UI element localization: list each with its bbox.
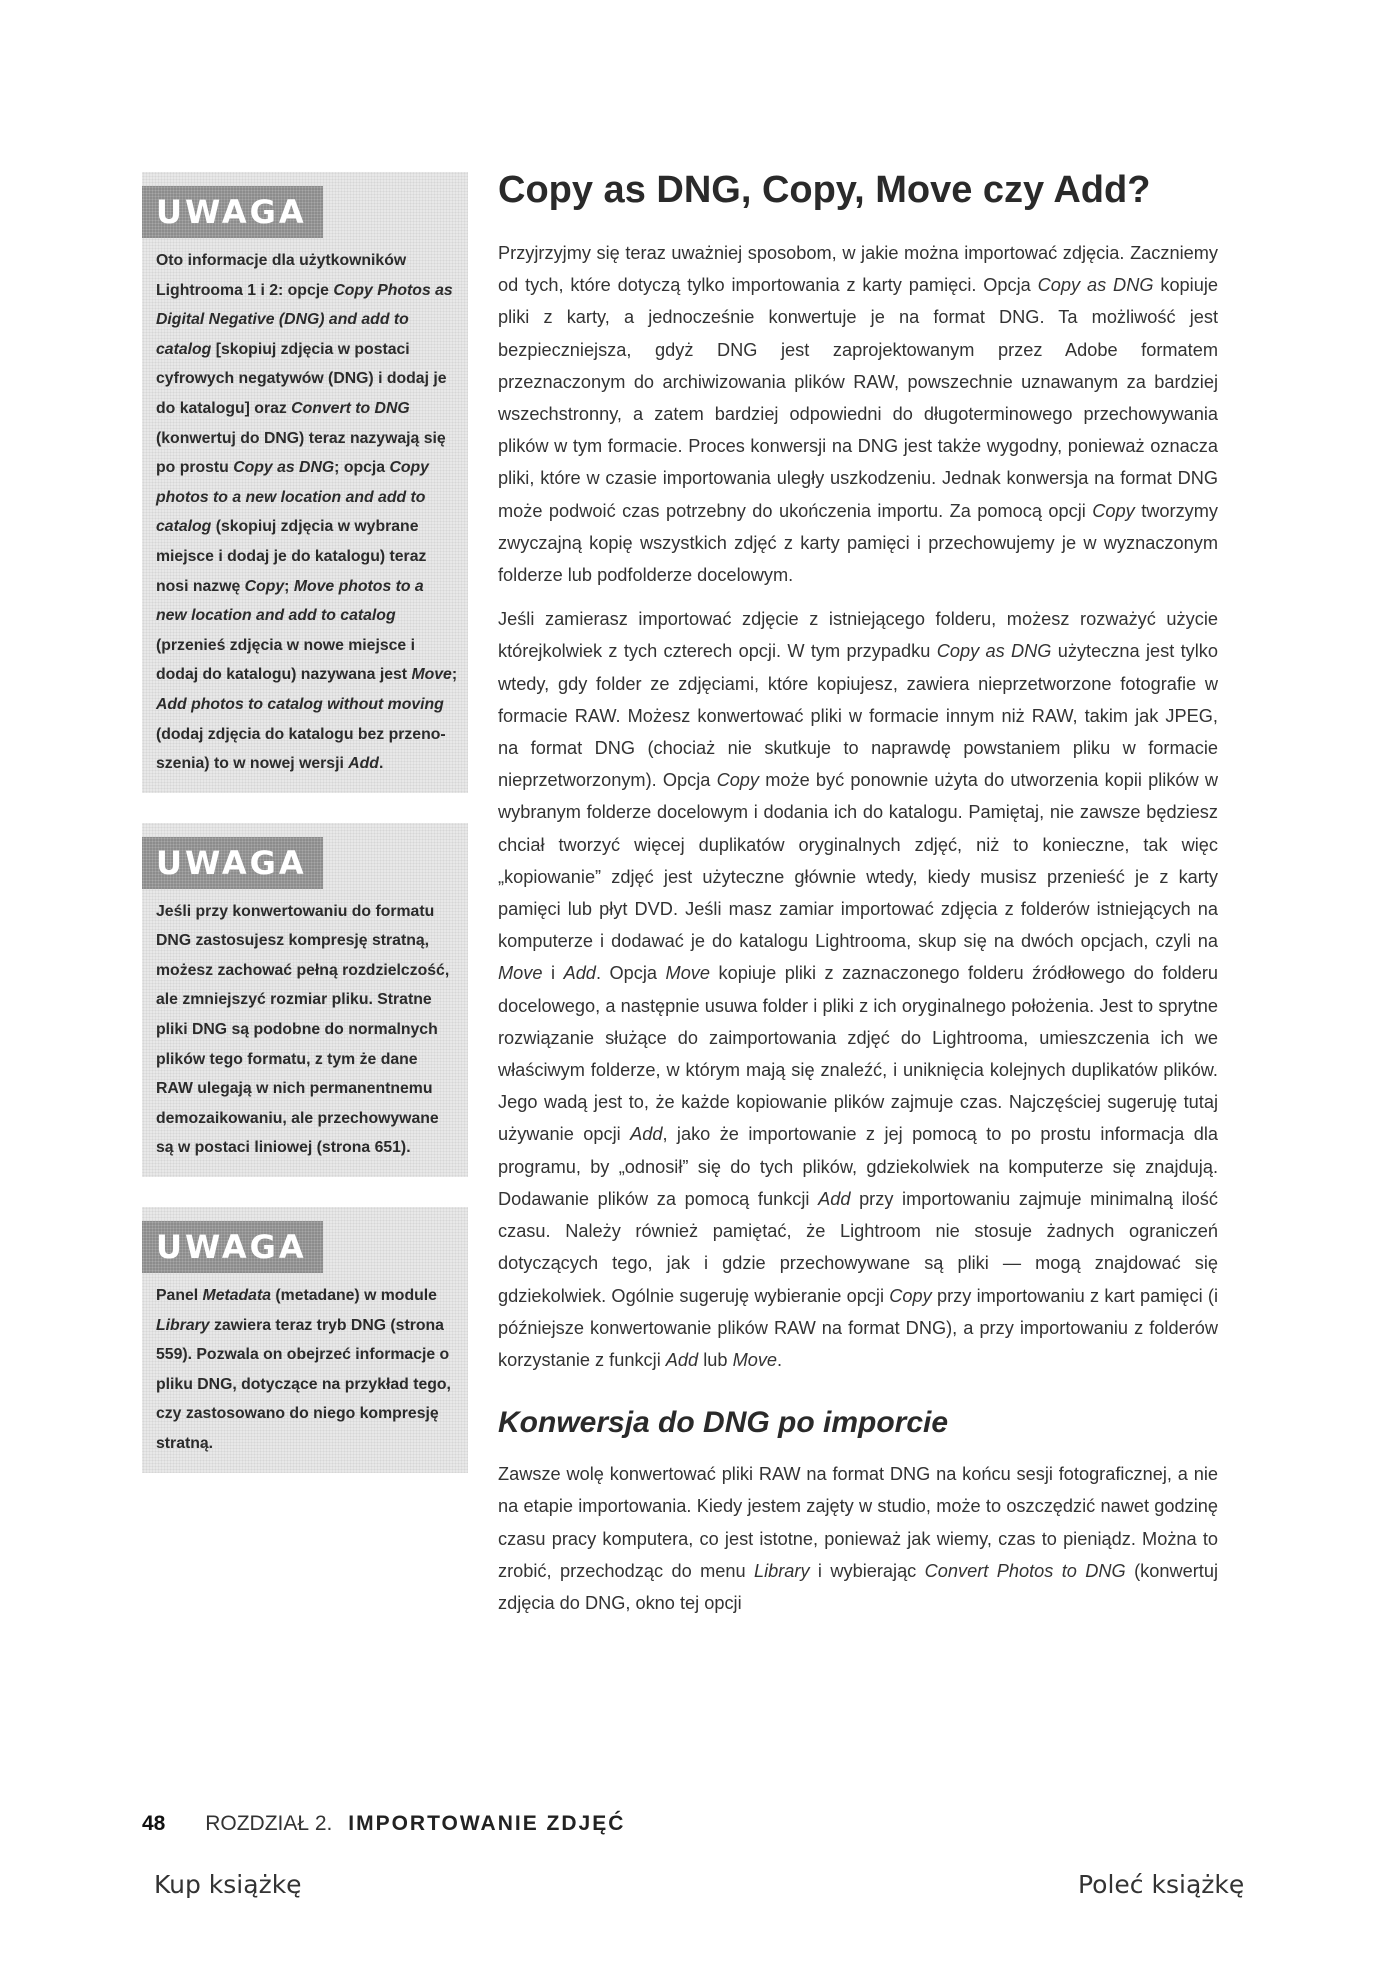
chapter-title: IMPORTOWANIE ZDJĘĆ <box>348 1812 626 1835</box>
subsection-heading: Konwersja do DNG po imporcie <box>498 1406 949 1440</box>
note-box <box>142 1207 468 1473</box>
recommend-book-link[interactable]: Poleć książkę <box>1078 1870 1245 1899</box>
note-title: UWAGA <box>142 837 323 889</box>
page-number: 48 <box>142 1812 166 1835</box>
body-paragraph: Zawsze wolę konwertować pliki RAW na format DNG na końcu sesji fotograficznej, a nie na etapie importowania. Kiedy jestem zajęty w studio, może to oszczędzić nawet godzinę czasu pracy komputera, co jest istotne, ponieważ jak wiemy, czas to pieniądz. Można to zrobić, przechodząc do menu Library i wybierając Convert Photos to DNG (konwertuj zdjęcia do DNG, okno tej opcji <box>498 1464 1218 1613</box>
note-box <box>142 172 468 793</box>
body-paragraph: Jeśli zamierasz importować zdjęcie z istniejącego folderu, możesz rozważyć użycie którejkolwiek z tych czterech opcji. W tym przypadku Copy as DNG użyteczna jest tylko wtedy, gdy folder ze zdjęciami, które kopiujesz, zawiera nieprzetworzone fotografie w formacie RAW. Możesz konwertować pliki w formacie innym niż RAW, takim jak JPEG, na format DNG (chociaż nie skutkuje to naprawdę powstaniem pliku w formacie nieprzetworzonym). Opcja Copy może być ponownie użyta do utworzenia kopii plików w wybranym folderze docelowym i dodania ich do katalogu. Pamiętaj, nie zawsze będziesz chciał tworzyć więcej duplikatów oryginalnych zdjęć, niż to konieczne, tak więc „kopiowanie” zdjęć jest użyteczne głównie wtedy, kiedy musisz przenieść je z karty pamięci lub płyt DVD. Jeśli masz zamiar importować zdjęcia z folderów istniejących na komputerze i dodawać je do katalogu Lightrooma, skup się na dwóch opcjach, czyli na Move i Add. Opcja Move kopiuje pliki z zaznaczonego folderu źródłowego do folderu docelowego, a następnie usuwa folder i pliki z ich oryginalnego położenia. Jest to sprytne rozwiązanie służące do zaimportowania zdjęć do Lightrooma, umieszczenia ich we właściwym folderze, w którym mają się znaleźć, i uniknięcia kolejnych duplikatów plików. Jego wadą jest to, że każde kopiowanie plików zajmuje czas. Najczęściej sugeruję tutaj używanie opcji Add, jako że importowanie z jej pomocą to po prostu informacja dla programu, by „odnosił” się do tych plików, gdziekolwiek na komputerze się znajdują. Dodawanie plików za pomocą funkcji Add przy importowaniu zajmuje minimalną ilość czasu. Należy również pamiętać, że Lightroom nie stosuje żadnych ograniczeń dotyczących tego, jak i gdzie przechowywane są pliki — mogą znajdować się gdziekolwiek. Ogólnie sugeruję wybieranie opcji Copy przy importowaniu z kart pamięci (i późniejsze konwertowanie plików RAW na format DNG), a przy importowaniu z folderów korzystanie z funkcji Add lub Move. <box>498 609 1218 1370</box>
chapter-label: ROZDZIAŁ 2. <box>205 1812 333 1835</box>
buy-book-link[interactable]: Kup książkę <box>154 1870 302 1899</box>
page-footer <box>142 1812 625 1836</box>
note-title: UWAGA <box>142 186 323 238</box>
main-column <box>498 165 1218 1631</box>
sidebar <box>142 172 468 1503</box>
body-paragraph: Przyjrzyjmy się teraz uważniej sposobom, w jakie można importować zdjęcia. Zaczniemy od tych, które dotyczą tylko importowania z karty pamięci. Opcja Copy as DNG kopiuje pliki z karty, a jednocześnie konwertuje je na format DNG. Ta możliwość jest bezpieczniejsza, gdyż DNG jest zaprojektowanym przez Adobe formatem przeznaczonym do archiwizowania plików RAW, powszechnie uznawanym za bardziej wszechstronny, a zatem bardziej odpowiedni do długoterminowego przechowywania plików w tym formacie. Proces konwersji na DNG jest także wygodny, ponieważ oznacza pliki, które w czasie importowania uległy uszkodzeniu. Jednak konwersja na format DNG może podwoić czas potrzebny do ukończenia importu. Za pomocą opcji Copy tworzymy zwyczajną kopię wszystkich zdjęć z karty pamięci i przechowujemy je w wyznaczonym folderze lub podfolderze docelowym. <box>498 243 1219 586</box>
note-box <box>142 823 468 1177</box>
note-body: Jeśli przy konwertowaniu do formatu DNG zastosujesz kompresję stratną, możesz zachować pełną rozdzielczość, ale zmniejszyć rozmiar pliku. Stratne pliki DNG są podobne do normalnych plików tego formatu, z tym że dane RAW ulegają w nich permanentnemu demozaikowaniu, ale przechowywane są w postaci liniowej (strona 651). <box>156 902 450 1157</box>
section-heading: Copy as DNG, Copy, Move czy Add? <box>498 169 1151 211</box>
note-body: Panel Metadata (metadane) w module Library zawiera teraz tryb DNG (strona 559). Pozwala on obejrzeć informacje o pliku DNG, dotyczące na przykład tego, czy zastosowano do niego kompresję stratną. <box>156 1287 451 1452</box>
note-body: Oto informacje dla użytkowników Lightrooma 1 i 2: opcje Copy Photos as Digital Negative (DNG) and add to catalog [skopiuj zdjęcia w postaci cyfrowych negatywów (DNG) i dodaj je do katalogu] oraz Convert to DNG (konwertuj do DNG) teraz nazywają się po prostu Copy as DNG; opcja Copy photos to a new location and add to catalog (skopiuj zdjęcia w wybrane miejsce i dodaj je do katalogu) teraz nosi nazwę Copy; Move photos to a new location and add to catalog (przenieś zdjęcia w nowe miejsce i dodaj do katalogu) nazywana jest Move; Add photos to catalog without moving (dodaj zdjęcia do katalogu bez przenoszenia) to w nowej wersji Add. <box>156 252 458 773</box>
note-title: UWAGA <box>142 1221 323 1273</box>
